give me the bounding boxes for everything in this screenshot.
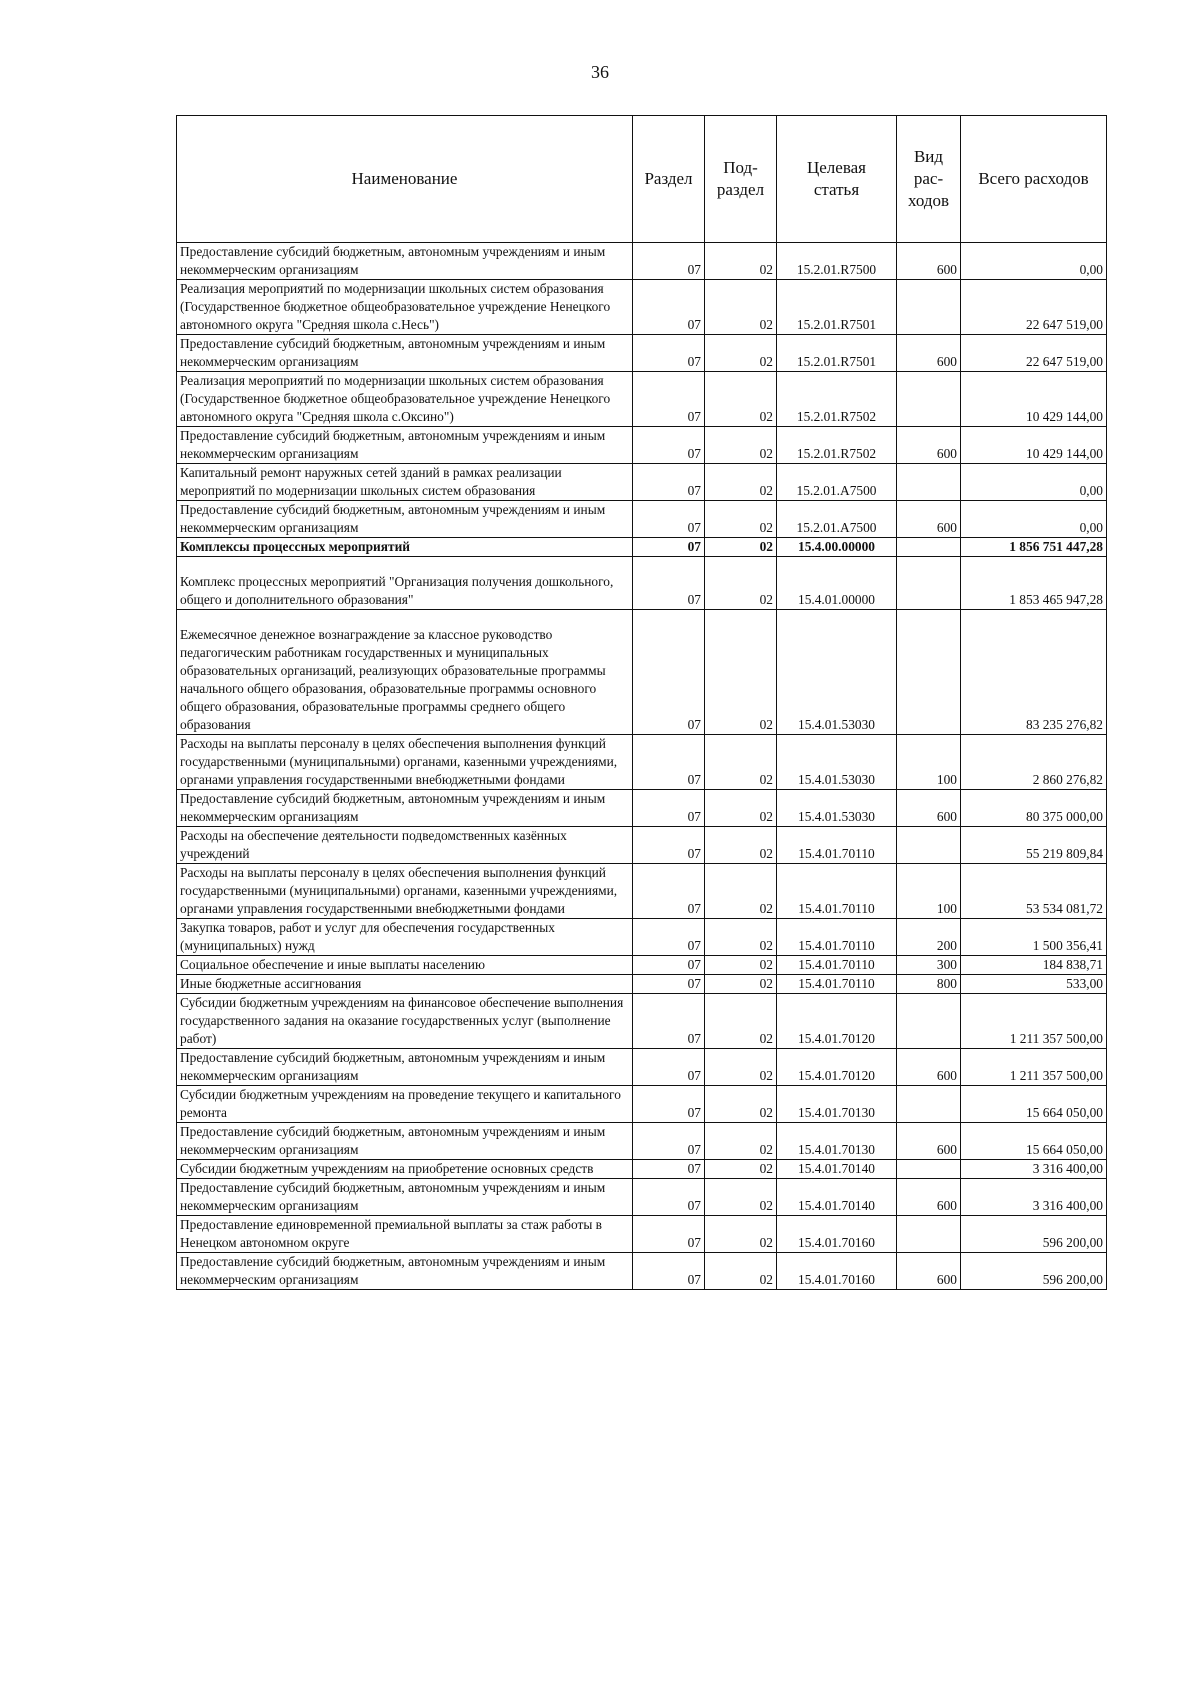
row-target-cell: 15.4.01.70140 [777, 1179, 897, 1216]
row-total-cell: 2 860 276,82 [961, 735, 1107, 790]
row-kind-cell: 600 [897, 1123, 961, 1160]
table-row [177, 501, 1107, 538]
row-section-cell: 07 [633, 372, 705, 427]
row-section-cell: 07 [633, 864, 705, 919]
row-subsection-cell: 02 [705, 557, 777, 610]
row-kind-cell [897, 1086, 961, 1123]
row-subsection-cell: 02 [705, 1123, 777, 1160]
row-kind-cell [897, 1160, 961, 1179]
row-subsection-cell: 02 [705, 243, 777, 280]
row-target-cell: 15.4.01.70130 [777, 1086, 897, 1123]
row-target-cell: 15.4.01.70130 [777, 1123, 897, 1160]
row-kind-cell: 600 [897, 1179, 961, 1216]
row-kind-cell [897, 610, 961, 735]
row-subsection-cell: 02 [705, 790, 777, 827]
row-subsection-cell: 02 [705, 1160, 777, 1179]
row-total-cell: 55 219 809,84 [961, 827, 1107, 864]
header-target: Целевая статья [777, 116, 897, 243]
row-total-cell: 184 838,71 [961, 956, 1107, 975]
row-section-cell: 07 [633, 610, 705, 735]
row-total-cell: 0,00 [961, 501, 1107, 538]
row-kind-cell: 600 [897, 790, 961, 827]
row-section-cell: 07 [633, 1123, 705, 1160]
row-subsection-cell: 02 [705, 1179, 777, 1216]
row-target-cell: 15.4.01.70110 [777, 827, 897, 864]
row-subsection-cell: 02 [705, 919, 777, 956]
table-row [177, 280, 1107, 335]
row-total-cell: 3 316 400,00 [961, 1179, 1107, 1216]
row-total-cell: 22 647 519,00 [961, 335, 1107, 372]
header-total: Всего расходов [961, 116, 1107, 243]
row-section-cell: 07 [633, 1049, 705, 1086]
row-section-cell: 07 [633, 501, 705, 538]
row-subsection-cell: 02 [705, 464, 777, 501]
row-target-cell: 15.4.01.70140 [777, 1160, 897, 1179]
row-section-cell: 07 [633, 994, 705, 1049]
row-section-cell: 07 [633, 919, 705, 956]
row-subsection-cell: 02 [705, 610, 777, 735]
row-target-cell: 15.4.01.70160 [777, 1216, 897, 1253]
row-total-cell: 15 664 050,00 [961, 1123, 1107, 1160]
table-row [177, 335, 1107, 372]
table-row [177, 790, 1107, 827]
row-kind-cell [897, 280, 961, 335]
row-name-cell: Капитальный ремонт наружных сетей зданий в рамках реализации мероприятий по модернизации школьных систем образования [177, 464, 633, 501]
row-name-cell: Иные бюджетные ассигнования [177, 975, 633, 994]
row-name-cell: Ежемесячное денежное вознаграждение за классное руководство педагогическим работникам государственных и муниципальных образовательных организаций, реализующих образовательные программы начального общего образования, образовательные программы основного общего образования, образовательные программы среднего общего образования [177, 610, 633, 735]
table-row [177, 956, 1107, 975]
row-section-cell: 07 [633, 464, 705, 501]
row-section-cell: 07 [633, 956, 705, 975]
row-total-cell: 596 200,00 [961, 1253, 1107, 1290]
row-name-cell: Социальное обеспечение и иные выплаты населению [177, 956, 633, 975]
table-row [177, 1086, 1107, 1123]
table-body [177, 243, 1107, 1290]
row-subsection-cell: 02 [705, 1049, 777, 1086]
row-kind-cell: 600 [897, 427, 961, 464]
row-total-cell: 53 534 081,72 [961, 864, 1107, 919]
row-total-cell: 0,00 [961, 464, 1107, 501]
row-name-cell: Субсидии бюджетным учреждениям на финансовое обеспечение выполнения государственного задания на оказание государственных услуг (выполнение работ) [177, 994, 633, 1049]
row-name-cell: Реализация мероприятий по модернизации школьных систем образования (Государственное бюджетное общеобразовательное учреждение Ненецкого автономного округа "Средняя школа с.Оксино") [177, 372, 633, 427]
row-subsection-cell: 02 [705, 427, 777, 464]
budget-table [176, 115, 1107, 1290]
table-row [177, 464, 1107, 501]
row-name-cell: Предоставление субсидий бюджетным, автономным учреждениям и иным некоммерческим организациям [177, 1253, 633, 1290]
row-kind-cell [897, 827, 961, 864]
row-kind-cell [897, 1216, 961, 1253]
row-total-cell: 3 316 400,00 [961, 1160, 1107, 1179]
row-subsection-cell: 02 [705, 735, 777, 790]
table-row [177, 243, 1107, 280]
row-target-cell: 15.4.01.00000 [777, 557, 897, 610]
row-total-cell: 1 500 356,41 [961, 919, 1107, 956]
row-subsection-cell: 02 [705, 280, 777, 335]
row-name-cell: Субсидии бюджетным учреждениям на приобретение основных средств [177, 1160, 633, 1179]
row-target-cell: 15.4.00.00000 [777, 538, 897, 557]
row-name-cell: Предоставление субсидий бюджетным, автономным учреждениям и иным некоммерческим организациям [177, 790, 633, 827]
header-section: Раздел [633, 116, 705, 243]
row-kind-cell: 300 [897, 956, 961, 975]
table-row [177, 1123, 1107, 1160]
row-name-cell: Предоставление субсидий бюджетным, автономным учреждениям и иным некоммерческим организациям [177, 1049, 633, 1086]
table-row [177, 1179, 1107, 1216]
row-total-cell: 15 664 050,00 [961, 1086, 1107, 1123]
row-name-cell: Расходы на выплаты персоналу в целях обеспечения выполнения функций государственными (муниципальными) органами, казенными учреждениями, органами управления государственными внебюджетными фондами [177, 735, 633, 790]
table-row [177, 735, 1107, 790]
row-target-cell: 15.4.01.70160 [777, 1253, 897, 1290]
table-row [177, 827, 1107, 864]
table-row [177, 1216, 1107, 1253]
row-subsection-cell: 02 [705, 335, 777, 372]
row-subsection-cell: 02 [705, 956, 777, 975]
row-kind-cell [897, 994, 961, 1049]
row-total-cell: 1 853 465 947,28 [961, 557, 1107, 610]
row-subsection-cell: 02 [705, 975, 777, 994]
row-name-cell: Предоставление единовременной премиальной выплаты за стаж работы в Ненецком автономном округе [177, 1216, 633, 1253]
row-section-cell: 07 [633, 335, 705, 372]
row-kind-cell [897, 538, 961, 557]
row-name-cell: Субсидии бюджетным учреждениям на проведение текущего и капитального ремонта [177, 1086, 633, 1123]
row-target-cell: 15.4.01.70110 [777, 864, 897, 919]
row-subsection-cell: 02 [705, 501, 777, 538]
row-section-cell: 07 [633, 280, 705, 335]
row-section-cell: 07 [633, 557, 705, 610]
row-target-cell: 15.2.01.A7500 [777, 464, 897, 501]
row-target-cell: 15.4.01.70110 [777, 975, 897, 994]
row-total-cell: 10 429 144,00 [961, 372, 1107, 427]
row-name-cell: Комплекс процессных мероприятий "Организация получения дошкольного, общего и дополнительного образования" [177, 557, 633, 610]
row-subsection-cell: 02 [705, 1086, 777, 1123]
row-kind-cell: 600 [897, 243, 961, 280]
row-total-cell: 83 235 276,82 [961, 610, 1107, 735]
row-section-cell: 07 [633, 1179, 705, 1216]
table-row [177, 1049, 1107, 1086]
table-row [177, 1160, 1107, 1179]
row-kind-cell [897, 372, 961, 427]
row-section-cell: 07 [633, 827, 705, 864]
header-kind: Вид рас- ходов [897, 116, 961, 243]
row-target-cell: 15.4.01.53030 [777, 790, 897, 827]
row-subsection-cell: 02 [705, 1216, 777, 1253]
table-row [177, 538, 1107, 557]
row-name-cell: Реализация мероприятий по модернизации школьных систем образования (Государственное бюджетное общеобразовательное учреждение Ненецкого автономного округа "Средняя школа с.Несь") [177, 280, 633, 335]
table-row [177, 557, 1107, 610]
row-total-cell: 533,00 [961, 975, 1107, 994]
row-section-cell: 07 [633, 1216, 705, 1253]
row-total-cell: 0,00 [961, 243, 1107, 280]
row-name-cell: Предоставление субсидий бюджетным, автономным учреждениям и иным некоммерческим организациям [177, 427, 633, 464]
row-subsection-cell: 02 [705, 827, 777, 864]
row-total-cell: 1 856 751 447,28 [961, 538, 1107, 557]
row-section-cell: 07 [633, 243, 705, 280]
row-name-cell: Расходы на обеспечение деятельности подведомственных казённых учреждений [177, 827, 633, 864]
row-target-cell: 15.4.01.70120 [777, 994, 897, 1049]
row-section-cell: 07 [633, 1086, 705, 1123]
row-section-cell: 07 [633, 1253, 705, 1290]
row-kind-cell [897, 557, 961, 610]
row-target-cell: 15.4.01.53030 [777, 610, 897, 735]
table-row [177, 864, 1107, 919]
row-kind-cell: 100 [897, 735, 961, 790]
row-kind-cell: 800 [897, 975, 961, 994]
table-header-row [177, 116, 1107, 243]
table-row [177, 1253, 1107, 1290]
row-total-cell: 1 211 357 500,00 [961, 1049, 1107, 1086]
row-section-cell: 07 [633, 427, 705, 464]
header-subsection: Под- раздел [705, 116, 777, 243]
row-target-cell: 15.4.01.70120 [777, 1049, 897, 1086]
row-name-cell: Комплексы процессных мероприятий [177, 538, 633, 557]
table-row [177, 975, 1107, 994]
row-target-cell: 15.2.01.R7501 [777, 280, 897, 335]
table-row [177, 610, 1107, 735]
row-subsection-cell: 02 [705, 1253, 777, 1290]
table-row [177, 427, 1107, 464]
page-number: 36 [591, 62, 609, 82]
row-name-cell: Закупка товаров, работ и услуг для обеспечения государственных (муниципальных) нужд [177, 919, 633, 956]
row-total-cell: 80 375 000,00 [961, 790, 1107, 827]
row-name-cell: Расходы на выплаты персоналу в целях обеспечения выполнения функций государственными (муниципальными) органами, казенными учреждениями, органами управления государственными внебюджетными фондами [177, 864, 633, 919]
row-kind-cell: 600 [897, 1049, 961, 1086]
row-kind-cell [897, 464, 961, 501]
row-section-cell: 07 [633, 735, 705, 790]
row-section-cell: 07 [633, 975, 705, 994]
table-row [177, 372, 1107, 427]
row-total-cell: 22 647 519,00 [961, 280, 1107, 335]
row-kind-cell: 600 [897, 501, 961, 538]
row-kind-cell: 600 [897, 335, 961, 372]
row-subsection-cell: 02 [705, 864, 777, 919]
row-target-cell: 15.2.01.R7500 [777, 243, 897, 280]
row-target-cell: 15.2.01.R7502 [777, 427, 897, 464]
row-total-cell: 10 429 144,00 [961, 427, 1107, 464]
row-target-cell: 15.2.01.R7501 [777, 335, 897, 372]
row-name-cell: Предоставление субсидий бюджетным, автономным учреждениям и иным некоммерческим организациям [177, 243, 633, 280]
row-target-cell: 15.2.01.R7502 [777, 372, 897, 427]
row-total-cell: 596 200,00 [961, 1216, 1107, 1253]
row-target-cell: 15.4.01.70110 [777, 956, 897, 975]
row-kind-cell: 200 [897, 919, 961, 956]
row-name-cell: Предоставление субсидий бюджетным, автономным учреждениям и иным некоммерческим организациям [177, 501, 633, 538]
row-kind-cell: 600 [897, 1253, 961, 1290]
row-target-cell: 15.4.01.53030 [777, 735, 897, 790]
row-name-cell: Предоставление субсидий бюджетным, автономным учреждениям и иным некоммерческим организациям [177, 335, 633, 372]
header-name: Наименование [177, 116, 633, 243]
row-name-cell: Предоставление субсидий бюджетным, автономным учреждениям и иным некоммерческим организациям [177, 1179, 633, 1216]
row-section-cell: 07 [633, 538, 705, 557]
row-name-cell: Предоставление субсидий бюджетным, автономным учреждениям и иным некоммерческим организациям [177, 1123, 633, 1160]
row-total-cell: 1 211 357 500,00 [961, 994, 1107, 1049]
row-subsection-cell: 02 [705, 538, 777, 557]
row-section-cell: 07 [633, 790, 705, 827]
row-subsection-cell: 02 [705, 372, 777, 427]
row-subsection-cell: 02 [705, 994, 777, 1049]
row-section-cell: 07 [633, 1160, 705, 1179]
row-kind-cell: 100 [897, 864, 961, 919]
row-target-cell: 15.4.01.70110 [777, 919, 897, 956]
row-target-cell: 15.2.01.A7500 [777, 501, 897, 538]
table-row [177, 994, 1107, 1049]
table-row [177, 919, 1107, 956]
